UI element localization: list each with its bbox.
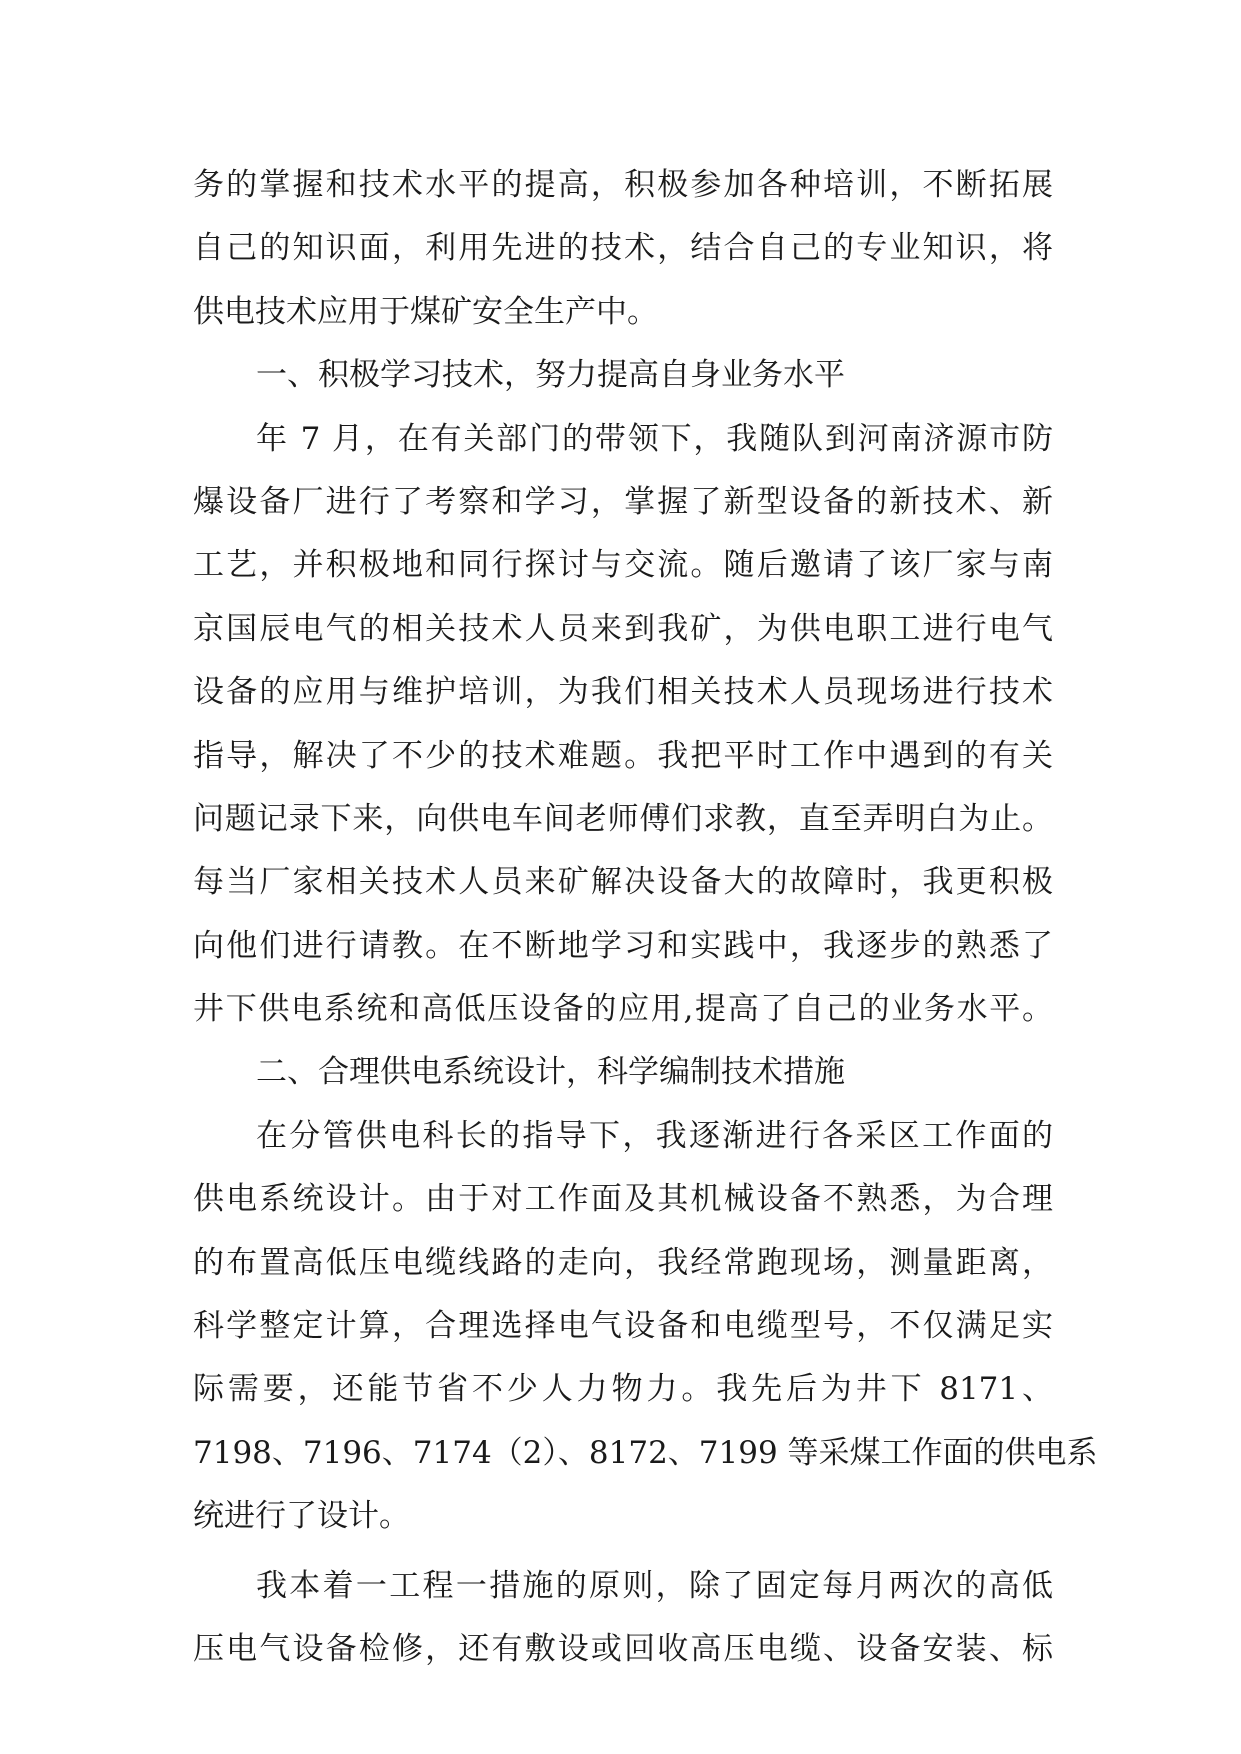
- text-line: 供电系统设计。由于对工作面及其机械设备不熟悉，为合理: [193, 1181, 1053, 1218]
- document-body: [193, 154, 1098, 1681]
- text-line: 问题记录下来，向供电车间老师傅们求教，直至弄明白为止。: [193, 800, 1053, 837]
- text-line: 京国辰电气的相关技术人员来到我矿，为供电职工进行电气: [193, 610, 1053, 647]
- text-line: 科学整定计算，合理选择电气设备和电缆型号，不仅满足实: [193, 1308, 1053, 1345]
- paragraph-first-line: 我本着一工程一措施的原则，除了固定每月两次的高低: [256, 1567, 1053, 1604]
- text-line: 际需要，还能节省不少人力物力。我先后为井下 8171、: [193, 1371, 1053, 1408]
- text-line: 工艺，并积极地和同行探讨与交流。随后邀请了该厂家与南: [193, 547, 1053, 584]
- text-line: 的布置高低压电缆线路的走向，我经常跑现场，测量距离，: [193, 1244, 1053, 1281]
- text-line: 向他们进行请教。在不断地学习和实践中，我逐步的熟悉了: [193, 927, 1053, 964]
- paragraph-last-line: 供电技术应用于煤矿安全生产中。: [193, 293, 658, 330]
- text-line: 务的掌握和技术水平的提高，积极参加各种培训，不断拓展: [193, 167, 1053, 203]
- text-line: 7198、7196、7174（2）、8172、7199 等采煤工作面的供电系: [193, 1434, 1098, 1471]
- text-line: 井下供电系统和高低压设备的应用,提高了自己的业务水平。: [193, 991, 1053, 1028]
- text-line: 设备的应用与维护培训，为我们相关技术人员现场进行技术: [193, 674, 1053, 711]
- text-line: 每当厂家相关技术人员来矿解决设备大的故障时，我更积极: [193, 864, 1053, 901]
- text-line: 指导，解决了不少的技术难题。我把平时工作中遇到的有关: [193, 737, 1053, 774]
- text-line: 压电气设备检修，还有敷设或回收高压电缆、设备安装、标: [193, 1630, 1053, 1667]
- text-line: 爆设备厂进行了考察和学习，掌握了新型设备的新技术、新: [193, 483, 1053, 520]
- paragraph-first-line: 年 7 月，在有关部门的带领下，我随队到河南济源市防: [256, 420, 1053, 457]
- paragraph-first-line: 在分管供电科长的指导下，我逐渐进行各采区工作面的: [256, 1117, 1053, 1154]
- section-heading: 二、合理供电系统设计，科学编制技术措施: [256, 1054, 845, 1091]
- paragraph-last-line: 统进行了设计。: [193, 1498, 410, 1535]
- text-line: 自己的知识面，利用先进的技术，结合自己的专业知识，将: [193, 230, 1053, 267]
- section-heading: 一、积极学习技术，努力提高自身业务水平: [256, 357, 845, 394]
